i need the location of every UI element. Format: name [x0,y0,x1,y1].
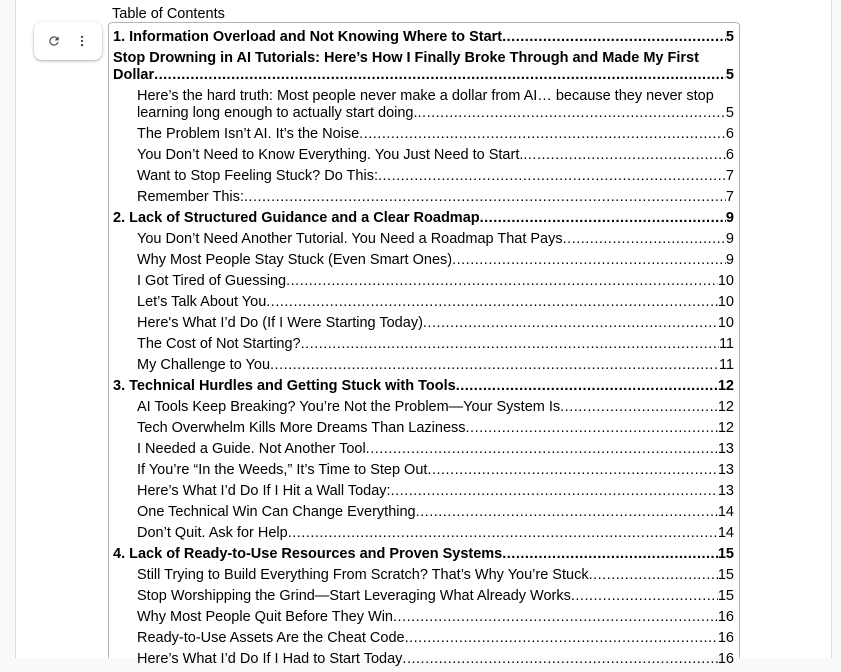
dot-leader [589,567,718,584]
toc-page-number: 16 [717,609,734,625]
toc-subheading-entry[interactable] [113,147,734,164]
toc-entry-text: If You’re “In the Weeds,” It’s Time to Step Out [137,462,428,478]
more-options-button[interactable] [71,30,93,52]
toc-entry-text: My Challenge to You [137,357,271,373]
dot-leader [418,105,726,122]
toc-subheading-entry[interactable] [113,399,734,416]
toc-entry-line2 [137,105,734,122]
toc-subheading-entry[interactable] [113,168,734,185]
toc-subheading-entry[interactable] [113,252,734,269]
toc-entry-text: 4. Lack of Ready-to-Use Resources and Proven Systems [113,546,503,562]
toc-subheading-entry[interactable] [113,189,734,206]
dot-leader [480,210,726,227]
toc-page-number: 16 [717,651,734,667]
dot-leader [378,168,726,185]
dot-leader [456,378,718,395]
toc-subheading-entry[interactable] [113,651,734,668]
toc-entry-text: You Don’t Need to Know Everything. You Just Need to Start. [137,147,524,163]
toc-subheading-entry[interactable] [113,462,734,479]
toc-page-number: 6 [725,147,734,163]
toc-entry-text: AI Tools Keep Breaking? You’re Not the Problem—Your System Is [137,399,561,415]
toc-entry-text: Want to Stop Feeling Stuck? Do This: [137,168,378,184]
toc-page-number: 10 [717,294,734,310]
dot-leader [393,609,718,626]
dot-leader [560,399,718,416]
toc-subheading-entry[interactable] [113,273,734,290]
toc-page-number: 13 [717,441,734,457]
table-of-contents [108,22,740,667]
toc-subheading-entry[interactable] [113,88,734,122]
dot-leader [391,483,718,500]
toc-subheading-entry[interactable] [113,630,734,647]
dot-leader [301,336,719,353]
toc-list [113,29,734,672]
toc-page-number: 11 [718,357,734,373]
toc-entry-text: Stop Drowning in AI Tutorials: Here’s How I Finally Broke Through and Made My First [113,50,699,66]
toc-heading-entry[interactable] [113,29,734,46]
toc-page-number: 10 [717,273,734,289]
toc-entry-text-continued: learning long enough to actually start doing. [137,105,418,121]
toc-entry-text: Why Most People Stay Stuck (Even Smart Ones) [137,252,453,268]
toc-entry-text: You Don’t Need Another Tutorial. You Need a Roadmap That Pays [137,231,563,247]
toc-page-number: 14 [717,525,734,541]
toc-subheading-entry[interactable] [113,483,734,500]
toc-page-number: 13 [717,483,734,499]
dot-leader [359,126,726,143]
toc-title: Table of Contents [112,6,225,22]
toc-page-number: 5 [725,67,734,83]
toc-subheading-entry[interactable] [113,336,734,353]
dot-leader [563,231,726,248]
dot-leader [288,525,718,542]
dot-leader [366,441,718,458]
dot-leader [452,252,726,269]
toc-page-number: 7 [725,168,734,184]
toc-page-number: 12 [717,420,734,436]
toc-entry-text: Here’s the hard truth: Most people never make a dollar from AI… because they never stop [137,88,714,104]
toc-subheading-entry[interactable] [113,567,734,584]
toc-entry-text: One Technical Win Can Change Everything [137,504,416,520]
dot-leader [423,315,718,332]
toc-entry-text: Ready-to-Use Assets Are the Cheat Code [137,630,405,646]
refresh-button[interactable] [43,30,65,52]
toc-page-number: 10 [717,315,734,331]
toc-entry-text: The Cost of Not Starting? [137,336,301,352]
toc-subheading-entry[interactable] [113,609,734,626]
toc-entry-text: 1. Information Overload and Not Knowing Where to Start [113,29,503,45]
toc-entry-text: Why Most People Quit Before They Win [137,609,394,625]
toc-page-number: 12 [717,399,734,415]
dot-leader [244,189,726,206]
toc-subheading-entry[interactable] [113,420,734,437]
toc-page-number: 13 [717,462,734,478]
dot-leader [286,273,718,290]
toc-entry-text: Tech Overwhelm Kills More Dreams Than Laziness [137,420,466,436]
toc-entry-text: I Got Tired of Guessing [137,273,287,289]
toc-page-number: 7 [725,189,734,205]
toc-page-number: 15 [717,567,734,583]
toc-page-number: 9 [725,252,734,268]
toc-heading-entry[interactable] [113,210,734,227]
toc-page-number: 11 [718,336,734,352]
toc-subheading-entry[interactable] [113,315,734,332]
toc-entry-text-continued: Dollar [113,67,155,83]
toc-entry-text: Here’s What I’d Do If I Hit a Wall Today: [137,483,391,499]
toc-page-number: 9 [725,210,734,226]
toc-page-number: 9 [725,231,734,247]
toc-heading-entry[interactable] [113,546,734,563]
toc-entry-text: Still Trying to Build Everything From Scratch? That’s Why You’re Stuck [137,567,589,583]
dot-leader [523,147,726,164]
more-vertical-icon [75,34,89,48]
toc-page-number: 12 [717,378,734,394]
dot-leader [402,651,717,668]
toc-entry-text: Here's What I’d Do (If I Were Starting Today) [137,315,423,331]
toc-page-number: 6 [725,126,734,142]
toc-page-number: 15 [717,588,734,604]
toc-heading-entry[interactable] [113,50,734,84]
dot-leader [571,588,718,605]
toc-entry-text: Remember This: [137,189,244,205]
toc-entry-text: Stop Worshipping the Grind—Start Leveraging What Already Works [137,588,571,604]
toc-entry-text: 3. Technical Hurdles and Getting Stuck with Tools [113,378,456,394]
dot-leader [266,294,718,311]
toc-heading-entry[interactable] [113,378,734,395]
toc-entry-text: 2. Lack of Structured Guidance and a Clear Roadmap [113,210,480,226]
dot-leader [154,67,726,84]
toc-subheading-entry[interactable] [113,357,734,374]
toc-entry-line2 [113,67,734,84]
toc-page-number: 15 [717,546,734,562]
toc-subheading-entry[interactable] [113,126,734,143]
toc-subheading-entry[interactable] [113,294,734,311]
toc-entry-text: I Needed a Guide. Not Another Tool [137,441,366,457]
dot-leader [466,420,718,437]
toc-entry-text: Here’s What I’d Do If I Had to Start Today [137,651,403,667]
toc-subheading-entry[interactable] [113,231,734,248]
dot-leader [405,630,718,647]
dot-leader [427,462,717,479]
toc-page-number: 16 [717,630,734,646]
dot-leader [270,357,719,374]
dot-leader [502,29,726,46]
toc-entry-text: Let’s Talk About You [137,294,267,310]
toc-subheading-entry[interactable] [113,525,734,542]
dot-leader [416,504,718,521]
dot-leader [502,546,718,563]
toc-subheading-entry[interactable] [113,441,734,458]
toc-page-number: 5 [725,105,734,121]
toc-page-number: 5 [725,29,734,45]
toc-entry-text: The Problem Isn’t AI. It’s the Noise [137,126,360,142]
toc-page-number: 14 [717,504,734,520]
refresh-icon [47,34,61,48]
toc-subheading-entry[interactable] [113,504,734,521]
toc-floating-toolbar [34,22,102,60]
toc-entry-text: Don’t Quit. Ask for Help [137,525,288,541]
toc-subheading-entry[interactable] [113,588,734,605]
